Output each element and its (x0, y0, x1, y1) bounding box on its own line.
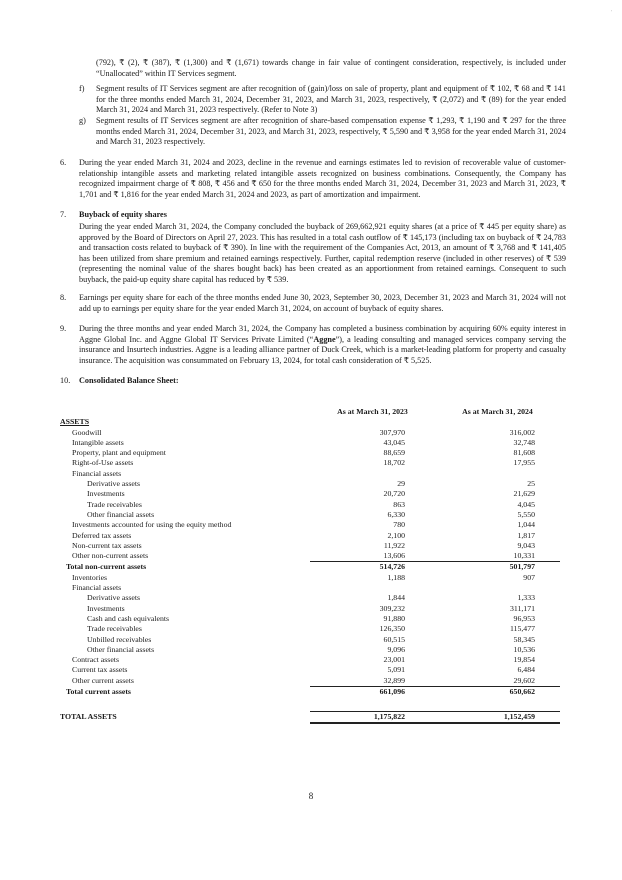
table-row: Intangible assets 43,045 32,748 (72, 437, 535, 447)
note-f-label: f) (79, 84, 85, 93)
note-10-title: Consolidated Balance Sheet: (79, 376, 179, 385)
table-row: Trade receivables 863 4,045 (87, 499, 535, 509)
table-row: Financial assets (72, 468, 122, 478)
note-8-text: Earnings per equity share for each of the three months ended June 30, 2023, September 30, 2023, December 31, 2023 and March 31, 2024 will not add up to earnings per equity share for the year ended March 31, 2024, on account of buyback of equity shares. (79, 293, 566, 313)
total-assets-2023: 1,175,822 (310, 711, 435, 723)
total-non-current-assets-row: Total non-current assets 514,726 501,797 (60, 562, 560, 573)
table-row: Cash and cash equivalents 91,880 96,953 (87, 613, 535, 623)
page-number: 8 (308, 791, 314, 801)
table-row: Other financial assets 6,330 5,550 (87, 509, 535, 519)
note-7-title: Buyback of equity shares (79, 210, 167, 219)
note-7-label: 7. (60, 210, 67, 219)
table-row: Right-of-Use assets 18,702 17,955 (72, 458, 535, 468)
assets-heading-row (60, 417, 560, 427)
total-assets-2024: 1,152,459 (435, 711, 560, 723)
table-row: Derivative assets 1,844 1,333 (87, 593, 535, 603)
table-row: Deferred tax assets 2,100 1,817 (72, 530, 535, 540)
table-row: Contract assets 23,001 19,854 (72, 655, 535, 665)
table-row: Other financial assets 9,096 10,536 (87, 644, 535, 654)
table-row: Trade receivables 126,350 115,477 (87, 624, 535, 634)
table-row: Non-current tax assets 11,922 9,043 (72, 540, 535, 550)
note-6-label: 6. (60, 158, 67, 167)
note-g-label: g) (79, 116, 86, 125)
table-row: Other current assets 32,899 29,602 (72, 675, 535, 685)
table-row: Unbilled receivables 60,515 58,345 (87, 634, 535, 644)
table-row: Property, plant and equipment 88,659 81,608 (72, 448, 535, 458)
note-9-label: 9. (60, 324, 67, 333)
table-row: Goodwill 307,970 316,002 (72, 427, 535, 437)
spacer-row (60, 697, 560, 711)
corner-mark: ' (610, 10, 612, 16)
balance-sheet-header (60, 407, 560, 417)
total-current-assets-row: Total current assets 661,096 650,662 (60, 687, 560, 698)
table-row: Financial assets (72, 583, 122, 593)
note-f-text: Segment results of IT Services segment are after recognition of (gain)/loss on sale of property, plant and equipment of ₹ 102, ₹ 68 and ₹ 141 for the three months ended March 31, 2024, December 31, 2023, and March 31, 2023, respectively, ₹ (2,072) and ₹ (89) for the year ended March 31, 2024 and March 31, 2023 respectively. (Refer to Note 3) (96, 84, 566, 115)
table-row: Investments 309,232 311,171 (87, 603, 535, 613)
assets-heading: ASSETS (60, 417, 90, 427)
note-6-text: During the year ended March 31, 2024 and 2023, decline in the revenue and earnings estimates led to revision of recoverable value of customer-relationship intangible assets and marketing related intangible assets recognized on business combinations. Consequently, the Company has recognized impairment charge of ₹ 808, ₹ 456 and ₹ 650 for the three months ended March 31, 2024, December 31, 2023 and March 31, 2023, ₹ 1,701 and ₹ 1,816 for the year ended March 31, 2024 and 2023, as part of amortization and impairment. (79, 158, 566, 199)
table-row: Other non-current assets 13,606 10,331 (72, 551, 535, 561)
aggne-bold: Aggne (313, 334, 336, 344)
note-9-text: During the three months and year ended March 31, 2024, the Company has completed a business combination by acquiring 60% equity interest in Aggne Global Inc. and Aggne Global IT Services Private Limited (“Aggne”), a leading consulting and managed services company serving the insurance and Insurtech industries. Aggne is a leading alliance partner of Duck Creek, which is a market-leading platform for property and casualty insurance. The acquisition was consummated on February 13, 2024, for total cash consideration of ₹ 5,525. (79, 324, 566, 365)
table-row: Investments 20,720 21,629 (87, 489, 535, 499)
note-g-text: Segment results of IT Services segment are after recognition of share-based compensation expense ₹ 1,293, ₹ 1,190 and ₹ 297 for the three months ended March 31, 2024, December 31, 2023, and March 31, 2023, respectively, ₹ 5,590 and ₹ 3,958 for the year ended March 31, 2024 and March 31, 2023 respectively. (96, 116, 566, 147)
table-row: Derivative assets 29 25 (87, 479, 535, 489)
total-assets-row (60, 711, 560, 723)
note-10-label: 10. (60, 376, 71, 385)
note-7-text: During the year ended March 31, 2024, the Company concluded the buyback of 269,662,921 equity shares (at a price of ₹ 445 per equity share) as approved by the Board of Directors on April 27, 2023. This has resulted in a total cash outflow of ₹ 145,173 (including tax on buyback of ₹ 24,783 and transaction costs related to buyback of ₹ 390). In line with the requirement of the Companies Act, 2013, an amount of ₹ 3,768 and ₹ 141,405 has been utilized from share premium and retained earnings respectively. Further, capital redemption reserve (included in other reserves) of ₹ 539 (representing the nominal value of the shares bought back) has been created as an apportionment from retained earnings. Consequent to such buyback, the paid-up equity share capital has reduced by ₹ 539. (79, 222, 566, 284)
balance-sheet-table (60, 407, 560, 724)
column-header-2024: As at March 31, 2024 (462, 407, 533, 416)
note-8-label: 8. (60, 293, 67, 302)
total-assets-label: TOTAL ASSETS (60, 712, 117, 722)
table-row: Investments accounted for using the equity method 780 1,044 (72, 520, 535, 530)
column-header-2023: As at March 31, 2023 (337, 407, 408, 416)
table-row: Inventories 1,188 907 (72, 572, 535, 582)
note-e-continued: (792), ₹ (2), ₹ (387), ₹ (1,300) and ₹ (1,671) towards change in fair value of contingent consideration, respectively, is included under “Unallocated” within IT Services segment. (96, 58, 566, 78)
table-row: Current tax assets 5,091 6,484 (72, 665, 535, 675)
